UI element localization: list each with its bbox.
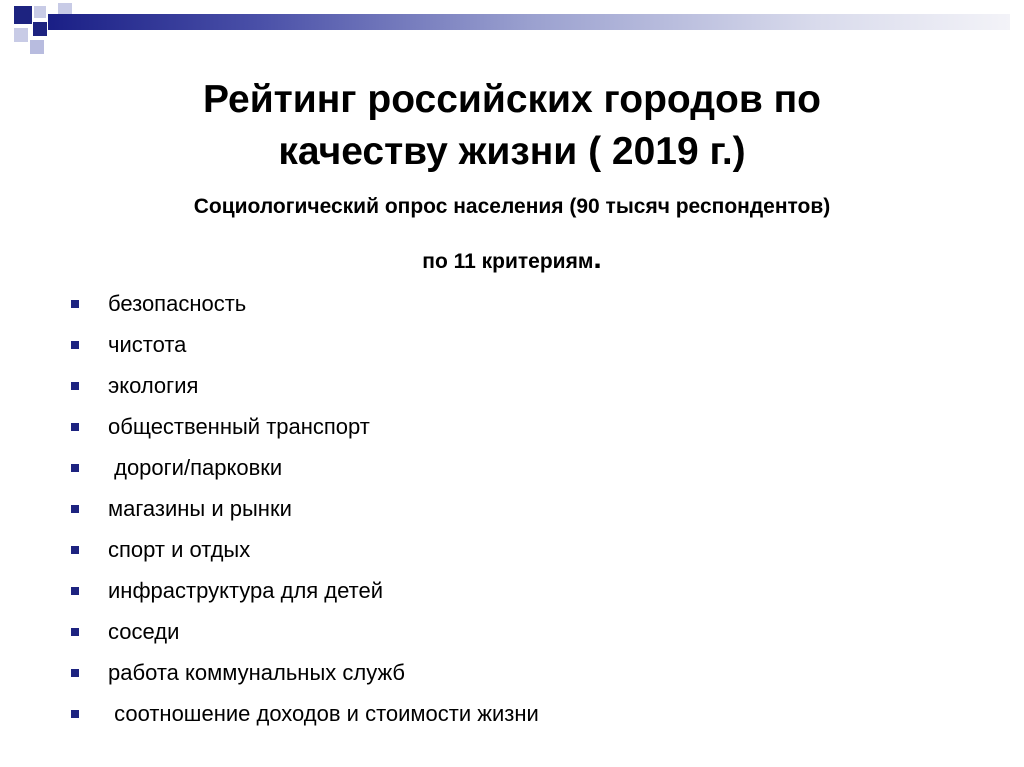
slide-subtitle: Социологический опрос населения (90 тысяч респондентов) <box>193 195 831 218</box>
list-item-text: чистота <box>108 331 187 357</box>
header-gradient-bar <box>48 14 1010 30</box>
list-item <box>71 488 539 529</box>
decor-square <box>34 6 46 18</box>
criteria-label: по 11 критериям <box>422 250 594 273</box>
list-item-text: экология <box>108 372 199 398</box>
square-bullet-icon <box>71 587 79 595</box>
decor-square <box>33 22 47 36</box>
criteria-list <box>71 283 539 734</box>
decor-square <box>30 40 44 54</box>
decor-square <box>14 6 32 24</box>
slide-subtitle-criteria <box>0 244 1024 277</box>
square-bullet-icon <box>71 505 79 513</box>
square-bullet-icon <box>71 382 79 390</box>
list-item-text: соотношение доходов и стоимости жизни <box>108 700 539 726</box>
list-item <box>71 406 539 447</box>
list-item-text: безопасность <box>108 290 247 316</box>
list-item <box>71 283 539 324</box>
square-bullet-icon <box>71 423 79 431</box>
list-item <box>71 365 539 406</box>
list-item-text: общественный транспорт <box>108 413 370 439</box>
square-bullet-icon <box>71 710 79 718</box>
list-item-text: спорт и отдых <box>108 536 251 562</box>
list-item-text: работа коммунальных служб <box>108 659 406 685</box>
square-bullet-icon <box>71 464 79 472</box>
square-bullet-icon <box>71 669 79 677</box>
square-bullet-icon <box>71 341 79 349</box>
list-item-text: соседи <box>108 618 180 644</box>
list-item <box>71 529 539 570</box>
list-item <box>71 693 539 734</box>
criteria-period: . <box>593 242 602 275</box>
list-item <box>71 611 539 652</box>
decor-square <box>14 28 28 42</box>
list-item <box>71 447 539 488</box>
slide-title: Рейтинг российских городов по качеству жизни ( 2019 г.) <box>202 78 822 173</box>
list-item <box>71 652 539 693</box>
list-item <box>71 570 539 611</box>
list-item-text: магазины и рынки <box>108 495 292 521</box>
list-item <box>71 324 539 365</box>
square-bullet-icon <box>71 628 79 636</box>
list-item-text: инфраструктура для детей <box>108 577 383 603</box>
square-bullet-icon <box>71 300 79 308</box>
square-bullet-icon <box>71 546 79 554</box>
list-item-text: дороги/парковки <box>108 454 283 480</box>
